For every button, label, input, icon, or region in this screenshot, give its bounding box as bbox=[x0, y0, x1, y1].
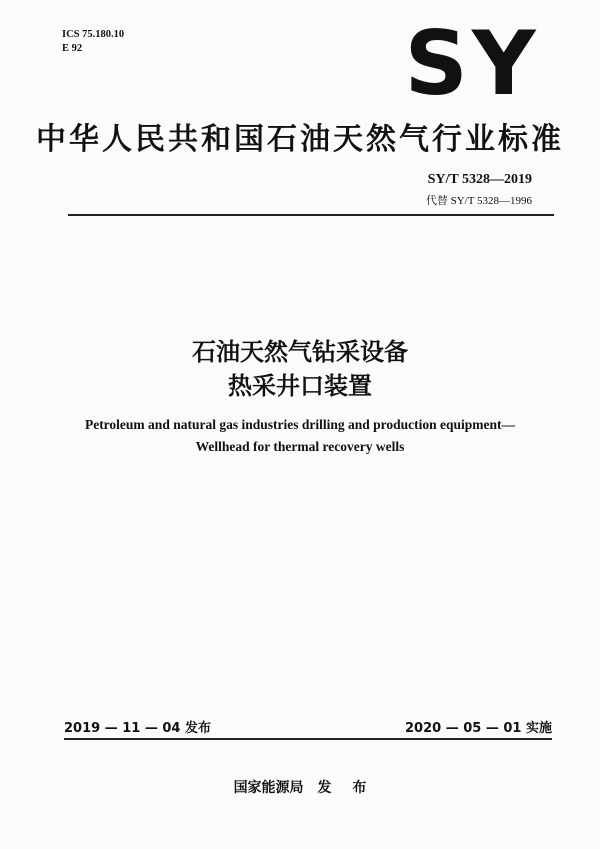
classification-codes bbox=[62, 28, 124, 56]
standard-number: SY/T 5328—2019 bbox=[427, 172, 532, 187]
chinese-title-line2: 热采井口装置 bbox=[228, 372, 372, 400]
sy-logo-text: SY bbox=[404, 26, 540, 100]
replaces-standard: 代替 SY/T 5328—1996 bbox=[425, 195, 532, 207]
standard-category-title: 中华人民共和国石油天然气行业标准 bbox=[36, 122, 564, 157]
english-title-line2: Wellhead for thermal recovery wells bbox=[195, 439, 405, 454]
class-code: E 92 bbox=[62, 43, 83, 54]
issuing-authority: 国家能源局 发 布 bbox=[233, 780, 367, 796]
ics-code: ICS 75.180.10 bbox=[62, 29, 125, 40]
sy-logo bbox=[392, 26, 552, 100]
footer-divider bbox=[64, 738, 552, 740]
issue-date: 2019 — 11 — 04 发布 bbox=[64, 721, 211, 736]
implementation-date: 2020 — 05 — 01 实施 bbox=[405, 721, 552, 736]
chinese-title-line1: 石油天然气钻采设备 bbox=[192, 338, 408, 366]
header-divider bbox=[68, 214, 554, 216]
english-title-line1: Petroleum and natural gas industries drilling and production equipment— bbox=[84, 417, 516, 432]
